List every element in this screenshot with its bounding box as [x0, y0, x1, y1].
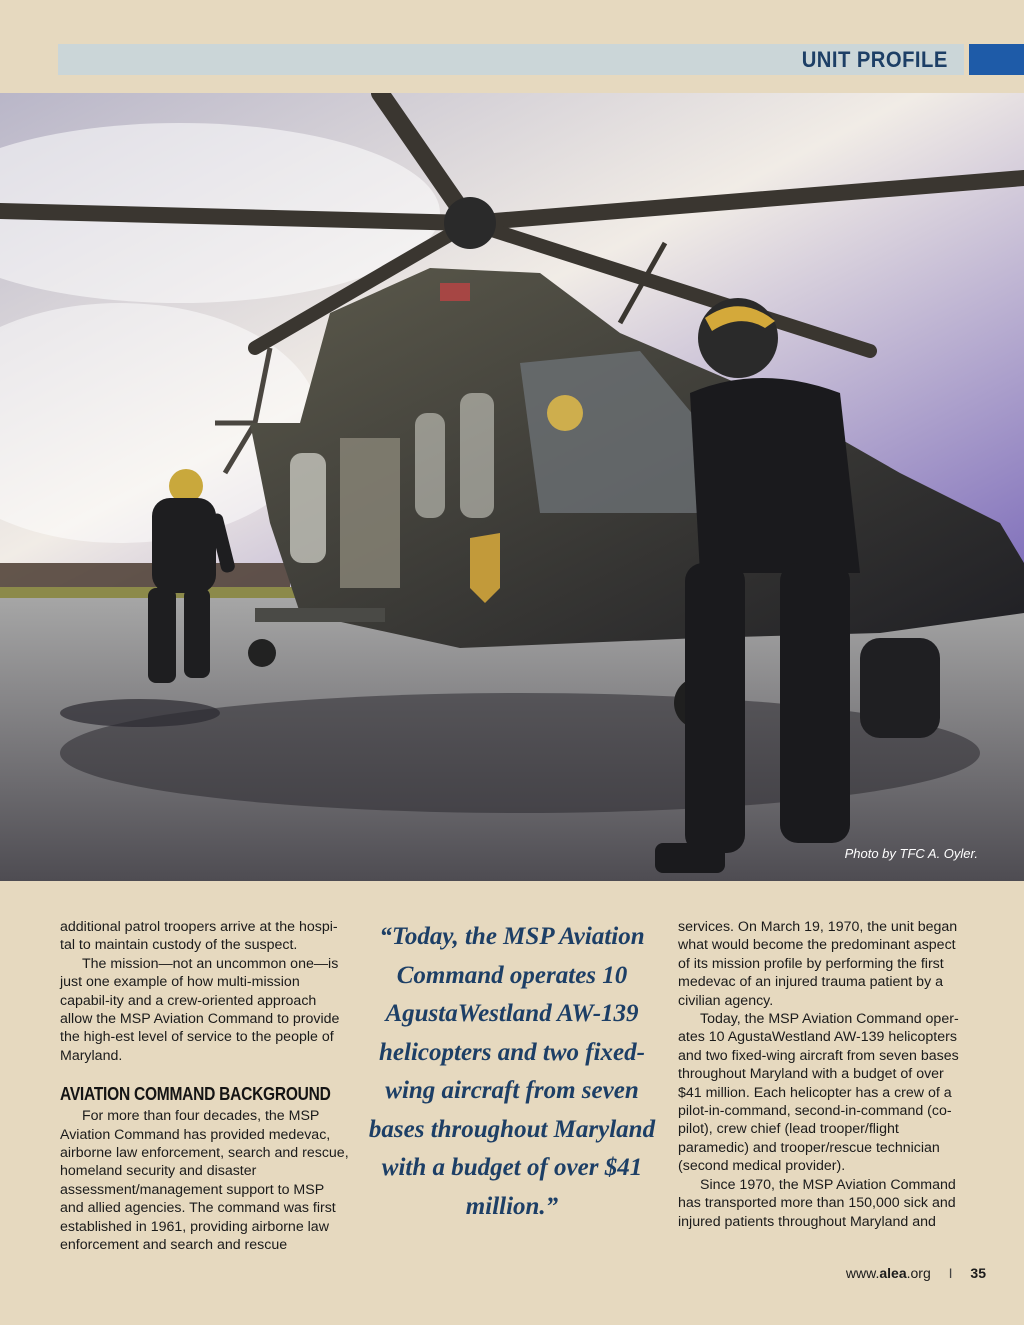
- page-number: 35: [970, 1265, 986, 1281]
- helicopter-illustration: [0, 93, 1024, 881]
- section-heading: AVIATION COMMAND BACKGROUND: [60, 1083, 331, 1105]
- section-label: UNIT PROFILE: [801, 47, 948, 72]
- left-paragraph-2: The mission—not an uncommon one—is just one example of how multi-mission capabil-ity and a crew-oriented approach allow the MSP Aviation Command to provide the high-est level of service to the people of Maryland.: [60, 955, 340, 1064]
- right-paragraph-3: Since 1970, the MSP Aviation Command has transported more than 150,000 sick and injured patients throughout Maryland and: [678, 1176, 956, 1230]
- url-suffix: .org: [906, 1265, 931, 1281]
- url-domain: alea: [879, 1265, 907, 1281]
- left-paragraph-1: additional patrol troopers arrive at the hospi-tal to maintain custody of the suspect.: [60, 919, 338, 954]
- right-paragraph-1: services. On March 19, 1970, the unit began what would become the predominant aspect of its mission profile by performing the first medevac of an injured trauma patient by a civilian agency.: [678, 919, 958, 1009]
- footer-url[interactable]: [846, 1265, 931, 1281]
- right-paragraph-2: Today, the MSP Aviation Command oper-ates 10 AgustaWestland AW-139 helicopters and two fixed-wing aircraft from seven bases throughout Maryland with a budget of over $41 million. Each helicopter has a crew of a pilot-in-command, second-in-command (co-pilot), crew chief (lead trooper/flight paramedic) and trooper/rescue technician (second medical provider).: [678, 1011, 959, 1175]
- photo-credit: Photo by TFC A. Oyler.: [844, 846, 978, 861]
- footer-separator: I: [948, 1265, 953, 1281]
- url-prefix: www.: [845, 1265, 880, 1281]
- pull-quote: “Today, the MSP Aviation Command operates 10 AgustaWestland AW-139 helicopters and two fixed-wing aircraft from seven bases throughout Maryland with a budget of over $41 million.”: [368, 923, 656, 1220]
- left-column: [60, 918, 350, 1255]
- page-footer: [846, 1265, 986, 1281]
- right-column: [678, 918, 970, 1231]
- left-paragraph-3: For more than four decades, the MSP Aviation Command has provided medevac, airborne law enforcement, search and rescue, homeland security and disaster assessment/management support to MSP and allied agencies. The command was first established in 1961, providing airborne law enforcement and search and rescue: [60, 1108, 349, 1254]
- hero-photo: [0, 93, 1024, 881]
- section-header-bar: [58, 44, 964, 75]
- header-accent-block: [969, 44, 1024, 75]
